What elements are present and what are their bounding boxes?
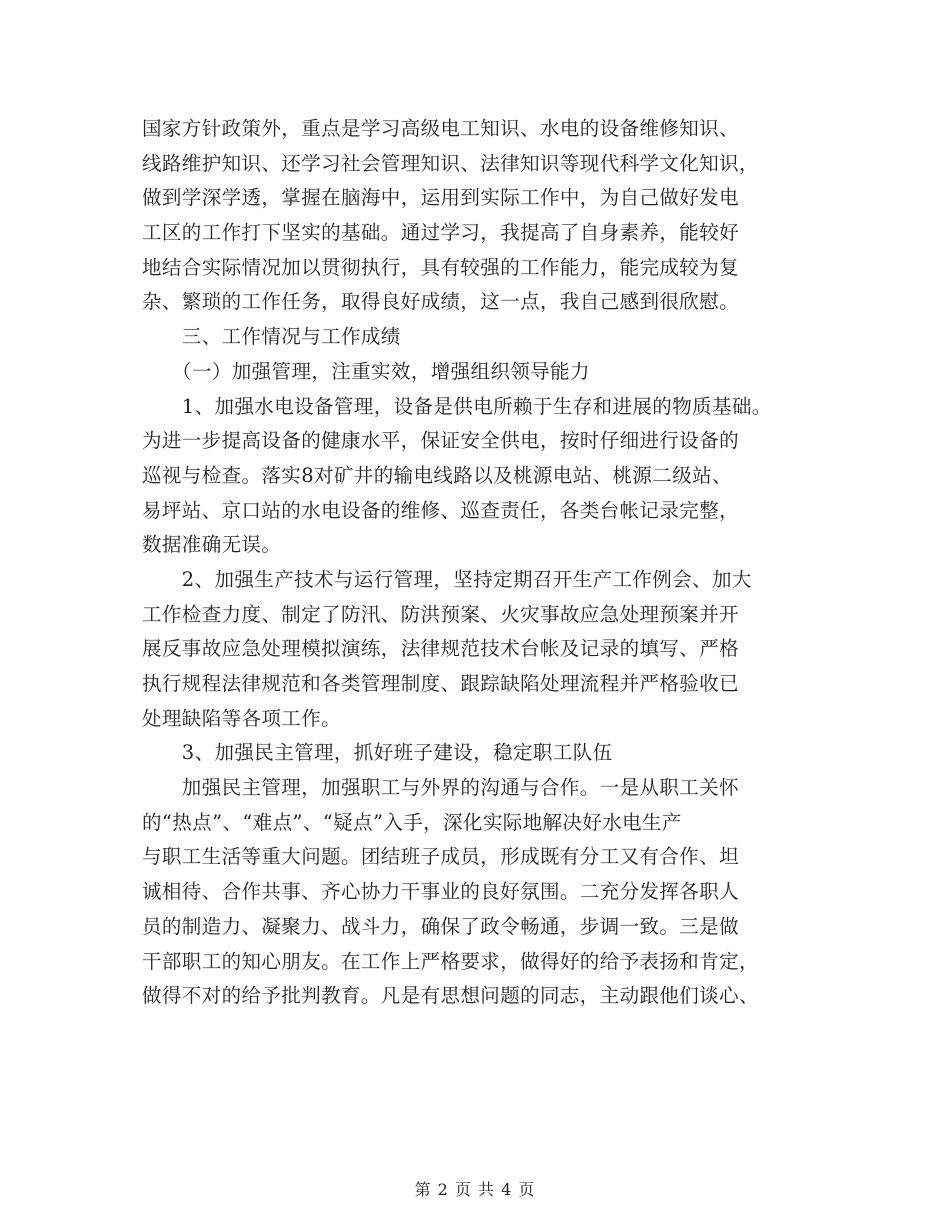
- item-heading: 3、加强民主管理，抓好班子建设，稳定职工队伍: [142, 741, 613, 765]
- text-line: 数据准确无误。: [142, 533, 282, 557]
- text-line: 巡视与检查。落实8对矿井的输电线路以及桃源电站、桃源二级站、: [142, 463, 732, 487]
- text-line: 诚相待、合作共事、齐心协力干事业的良好氛围。二充分发挥各职人: [142, 880, 740, 904]
- text-line: 做得不对的给予批判教育。凡是有思想问题的同志，主动跟他们谈心、: [142, 984, 759, 1008]
- text-line: 为进一步提高设备的健康水平，保证安全供电，按时仔细进行设备的: [142, 429, 740, 453]
- text-line: 做到学深学透，掌握在脑海中，运用到实际工作中，为自己做好发电: [142, 186, 740, 210]
- page-number-footer: 第 2 页 共 4 页: [414, 1180, 536, 1199]
- text-line: 干部职工的知心朋友。在工作上严格要求，做得好的给予表扬和肯定，: [142, 949, 759, 973]
- text-line: 处理缺陷等各项工作。: [142, 706, 342, 730]
- text-line: 员的制造力、凝聚力、战斗力，确保了政令畅通，步调一致。三是做: [142, 914, 740, 938]
- text-line: 易坪站、京口站的水电设备的维修、巡查责任，各类台帐记录完整，: [142, 498, 740, 522]
- text-line: 1、加强水电设备管理，设备是供电所赖于生存和进展的物质基础。: [142, 394, 772, 418]
- text-line: 加强民主管理，加强职工与外界的沟通与合作。一是从职工关怀: [142, 776, 740, 800]
- body-text: [142, 112, 842, 1014]
- section-heading: 三、工作情况与工作成绩: [142, 325, 401, 349]
- text-line: 工区的工作打下坚实的基础。通过学习，我提高了自身素养，能较好: [142, 221, 740, 245]
- text-line: 与职工生活等重大问题。团结班子成员，形成既有分工又有合作、坦: [142, 845, 740, 869]
- text-line: 线路维护知识、还学习社会管理知识、法律知识等现代科学文化知识，: [142, 151, 759, 175]
- text-line: 工作检查力度、制定了防汛、防洪预案、火灾事故应急处理预案并开: [142, 602, 740, 626]
- text-line: 执行规程法律规范和各类管理制度、跟踪缺陷处理流程并严格验收已: [142, 672, 740, 695]
- text-line: 地结合实际情况加以贯彻执行，具有较强的工作能力，能完成较为复: [142, 255, 740, 279]
- text-line: 的“热点”、“难点”、“疑点”入手，深化实际地解决好水电生产: [142, 810, 682, 834]
- text-line: 2、加强生产技术与运行管理，坚持定期召开生产工作例会、加大: [142, 567, 752, 591]
- subsection-heading: （一）加强管理，注重实效，增强组织领导能力: [142, 359, 590, 383]
- text-line: 展反事故应急处理模拟演练，法律规范技术台帐及记录的填写、严格: [142, 637, 740, 661]
- text-line: 国家方针政策外，重点是学习高级电工知识、水电的设备维修知识、: [142, 117, 740, 140]
- text-line: 杂、繁琐的工作任务，取得良好成绩，这一点，我自己感到很欣慰。: [142, 290, 740, 314]
